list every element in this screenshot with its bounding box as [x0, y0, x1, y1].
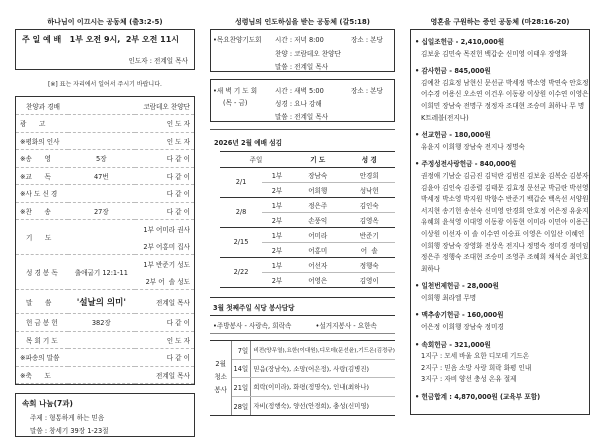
col-scripture: 성 경	[344, 152, 396, 167]
order-item: 헌 금 봉 헌	[26, 319, 58, 328]
prayer-who-1: 1부 어미라 권사	[143, 225, 190, 234]
offering-names: 박세정 박소영 박지원 박향수 반준기 백갑순 백옥선 서양원	[421, 195, 589, 204]
order-row	[16, 132, 194, 150]
reading-row	[16, 255, 194, 273]
thursday-place: 장소 : 본당	[351, 36, 383, 44]
order-detail	[68, 115, 134, 133]
thursday-name: •목요찬양기도회	[213, 36, 262, 44]
offering-names: 어수경 어용신 오소연 이건우 이동광 이상원 이수연 이영은	[421, 90, 589, 99]
sermon-row	[16, 290, 194, 314]
preacher: 전계일 목사	[135, 290, 194, 314]
clean-groups: 믿음(장남숙), 소망(어은정), 사랑(김병진)	[251, 359, 395, 378]
offering-heading: • 헌금합계 : 4,870,000원 (교육부 포함)	[415, 393, 541, 402]
offering-heading: • 속회헌금 - 321,000원	[415, 340, 491, 349]
serve-date: 2/22	[220, 257, 262, 287]
serve-part: 2부	[262, 182, 292, 197]
offering-names: 김예찬 김효정 남현신 문선균 박세정 박소영 박연숙 안호정	[421, 78, 589, 87]
order-row	[16, 349, 194, 367]
leader: 인도자 : 전계일 목사	[128, 57, 188, 65]
reading-who-2: 2부 어 솔 성도	[135, 272, 194, 290]
serve-scripture: 어 솔	[344, 242, 396, 257]
clean-day: 7일	[232, 341, 251, 360]
kitchen-row	[210, 316, 395, 334]
dish-service: •설거지봉사 - 요한속	[315, 321, 377, 330]
offering-names: 유윤지 이희행 장남숙 전지나 정명숙	[421, 142, 525, 151]
order-item: 축 도	[25, 371, 51, 380]
serve-title: 2026년 2월 예배 섬김	[214, 139, 283, 147]
stand-mark: ※	[20, 155, 26, 164]
offering-names: 권정애 기남순 김금진 김덕란 김범진 김보윤 김복순 김봉자	[421, 171, 589, 180]
offering-heading: • 주정성전사랑헌금 - 840,000원	[415, 160, 517, 169]
serve-table	[220, 151, 395, 288]
order-detail: 382장	[68, 314, 134, 332]
serve-part: 2부	[262, 212, 292, 227]
order-detail	[68, 132, 134, 150]
serve-scripture: 김인숙	[344, 197, 396, 212]
cleaning-row	[210, 359, 395, 378]
order-detail	[68, 331, 134, 349]
order-who: 다 같 이	[135, 202, 194, 220]
offering-names: 김보윤 김민숙 목진헌 백갑순 신미영 이태우 장영화	[421, 49, 568, 58]
serve-scripture: 안경희	[344, 167, 396, 182]
order-who: 다 같 이	[135, 185, 194, 203]
serve-prayer: 손풍익	[292, 212, 344, 227]
offering-box	[410, 29, 590, 415]
thursday-box	[210, 29, 395, 72]
order-item: 광 고	[20, 120, 46, 129]
serve-prayer: 장남숙	[292, 167, 344, 182]
stand-mark: ※	[20, 207, 26, 216]
serve-prayer: 정은주	[292, 197, 344, 212]
serve-scripture: 김영이	[344, 272, 396, 287]
offering-names: 서지현 송기헌 송선숙 신미영 안경희 안호정 어은정 유윤지	[421, 206, 589, 215]
order-item: 교 독	[25, 172, 51, 181]
offering-heading: • 일천번제헌금 - 28,000원	[415, 282, 499, 291]
order-item: 파송의 말씀	[25, 354, 60, 363]
offering-heading: • 십일조헌금 - 2,410,000원	[415, 38, 505, 46]
prayer-who-2: 2부 어홍미 집사	[135, 237, 194, 255]
order-row	[16, 366, 194, 384]
order-row	[16, 202, 194, 220]
offering-names: 이희민 장남숙 전명구 정정자 조대현 조승미 최하나 무 명	[421, 101, 585, 110]
dawn-time: 시간 : 새벽 5:00	[275, 87, 324, 95]
order-who: 인 도 자	[135, 132, 194, 150]
cleaning-row	[210, 341, 395, 360]
order-row	[16, 150, 194, 168]
left-title: 하나님이 이끄시는 공동체 (출3:2-5)	[47, 18, 163, 26]
order-who: 다 같 이	[135, 167, 194, 185]
serve-date: 2/1	[220, 167, 262, 197]
offering-heading: • 선교헌금 - 180,000원	[415, 131, 491, 140]
cell-word: 말씀 : 창세기 39장 1-23절	[30, 427, 109, 435]
offering-names: 2지구 : 믿음 소망 사랑 희락 화평 인내	[421, 363, 532, 372]
middle-title: 성령님의 인도하심을 받는 공동체 (갈5:18)	[235, 18, 370, 26]
reading-who-1: 1부 반준기 성도	[143, 260, 190, 269]
serve-prayer: 어희행	[292, 182, 344, 197]
serve-row	[220, 257, 395, 272]
stand-mark: ※	[20, 172, 26, 181]
dawn-box	[210, 79, 395, 122]
serve-prayer: 어영은	[292, 272, 344, 287]
order-item: 말 씀	[16, 290, 68, 314]
order-detail: 5장	[68, 150, 134, 168]
order-row	[16, 185, 194, 203]
order-row	[16, 167, 194, 185]
serve-scripture: 정행숙	[344, 257, 396, 272]
kitchen-service: •주방봉사 - 사랑속, 희락속	[213, 321, 292, 330]
order-detail	[68, 349, 134, 367]
offering-names: 이희행 최라엘 무명	[421, 293, 477, 302]
serve-part: 1부	[262, 257, 292, 272]
order-item: 사 도 신 경	[25, 190, 58, 199]
order-row	[16, 115, 194, 133]
stand-mark: ※	[20, 354, 26, 363]
middle-column	[210, 0, 395, 416]
stand-mark: ※	[20, 371, 26, 380]
clean-groups: 자비(정행숙), 양선(안경희), 충성(신미영)	[253, 402, 369, 410]
order-who: 전계일 목사	[135, 366, 194, 384]
cell-title: 속회 나눔(7과)	[22, 399, 73, 408]
stand-mark: ※	[20, 190, 26, 199]
offering-names: 정은주 정행숙 조대현 조승미 조영주 조혜희 채석순 최인호	[421, 253, 589, 262]
serve-row	[220, 197, 395, 212]
thursday-praise: 찬양 : 코람데오 찬양단	[275, 50, 341, 58]
order-who: 다 같 이	[135, 349, 194, 367]
clean-day: 21일	[232, 378, 251, 397]
sermon-title: '설날의 의미'	[68, 290, 134, 314]
order-who: 인 도 자	[135, 331, 194, 349]
serve-part: 1부	[262, 227, 292, 242]
clean-groups: 비전(양무열),요한(이대원),디모데(문선윤),기드온(김정규)	[251, 341, 395, 360]
serve-scripture: 반준기	[344, 227, 396, 242]
right-title: 영혼을 구원하는 증인 공동체 (마28:16-20)	[430, 18, 570, 26]
offering-heading: • 맥추송기헌금 - 160,000원	[415, 311, 504, 320]
offering-names: 이상원 이선자 이 솔 이수연 이승표 이영은 이일산 이혜인	[421, 229, 585, 238]
order-row	[16, 314, 194, 332]
clean-label: 2월	[215, 360, 226, 368]
offering-names: 어은정 이희행 장남숙 정미경	[421, 323, 504, 332]
serve-part: 2부	[262, 242, 292, 257]
kitchen-title: 3월 첫째주일 식당 봉사담당	[210, 297, 395, 316]
order-row	[16, 97, 194, 115]
order-detail: 27장	[68, 202, 134, 220]
serve-date: 2/8	[220, 197, 262, 227]
serve-part: 2부	[262, 272, 292, 287]
order-detail: 47번	[68, 167, 134, 185]
offering-names: 유혜희 윤석영 이대영 이동광 이동현 이미라 이민아 이용근	[421, 218, 589, 227]
order-item: 성 경 봉 독	[16, 255, 68, 290]
offering-names: 이희행 장남숙 장영화 전상옥 전지나 정명숙 정미경 정미임	[421, 241, 589, 250]
cleaning-row	[210, 396, 395, 415]
dawn-bible: 성경 : 요나 강해	[275, 100, 322, 108]
order-row	[16, 331, 194, 349]
serve-part: 1부	[262, 197, 292, 212]
offering-heading: • 감사헌금 - 845,000원	[415, 67, 491, 76]
divider	[210, 129, 395, 130]
cell-group-box	[15, 393, 195, 437]
col-prayer: 기 도	[292, 152, 344, 167]
reading-passage: 출애굽기 12:1-11	[68, 255, 134, 290]
dawn-word: 말씀 : 전계일 목사	[275, 113, 329, 121]
order-item: 목 회 기 도	[26, 336, 58, 345]
dawn-place: 장소 : 본당	[351, 87, 383, 95]
serve-part: 1부	[262, 167, 292, 182]
thursday-time: 시간 : 저녁 8:00	[275, 36, 324, 44]
order-who: 인 도 자	[135, 115, 194, 133]
clean-groups: 희락(이미라), 화평(정명숙), 인내(최하나)	[251, 378, 395, 397]
dawn-days: (목 - 금)	[223, 99, 248, 107]
dawn-name: •새 벽 기 도 회	[213, 87, 258, 95]
order-detail	[68, 185, 134, 203]
stand-mark: ※	[20, 137, 26, 146]
clean-day: 28일	[232, 396, 251, 415]
service-times: 주 일 예 배 1부 오전 9시, 2부 오전 11시	[22, 35, 180, 44]
order-item: 찬 송	[25, 207, 51, 216]
right-column	[410, 0, 590, 415]
standing-note: [※] 표는 자리에서 일어서 주시기 바랍니다.	[48, 81, 162, 88]
offering-names: 1지구 : 모세 바울 요한 디모데 기드온	[421, 352, 530, 361]
clean-label: 청소	[214, 373, 228, 381]
left-column	[15, 0, 195, 437]
serve-date: 2/15	[220, 227, 262, 257]
service-box	[15, 29, 195, 70]
order-item: 기 도	[16, 220, 68, 255]
offering-names: 3지구 : 자비 양선 충성 온유 절제	[421, 375, 517, 384]
order-item: 평화의 인사	[25, 137, 60, 146]
order-who: 코람데오 찬양단	[135, 97, 194, 115]
serve-scripture: 김영옥	[344, 212, 396, 227]
serve-row	[220, 167, 395, 182]
offering-names: K트레블(전지나)	[421, 113, 469, 122]
offering-names: 최하나	[421, 264, 441, 273]
order-who: 다 같 이	[135, 314, 194, 332]
serve-prayer: 어미라	[292, 227, 344, 242]
cleaning-table	[210, 340, 395, 416]
serve-row	[220, 227, 395, 242]
offering-names: 김윤아 김인숙 김종렬 김태문 김효정 문선균 박금란 박선영	[421, 183, 589, 192]
thursday-word: 말씀 : 전계일 목사	[275, 63, 329, 71]
col-sunday: 주일	[220, 152, 292, 167]
serve-header	[220, 152, 395, 167]
cleaning-row	[210, 378, 395, 397]
order-item: 송 영	[25, 155, 51, 164]
serve-prayer: 어홍미	[292, 242, 344, 257]
order-of-worship	[15, 96, 195, 385]
clean-label: 봉사	[214, 386, 228, 394]
serve-prayer: 어선자	[292, 257, 344, 272]
order-who: 다 같 이	[135, 150, 194, 168]
prayer-row	[16, 220, 194, 238]
cell-theme: 주제 : 형통하게 하는 믿음	[30, 414, 105, 422]
clean-day: 14일	[232, 359, 251, 378]
order-detail	[68, 366, 134, 384]
order-item: 찬양과 경배	[16, 97, 68, 115]
serve-scripture: 성낙헌	[344, 182, 396, 197]
